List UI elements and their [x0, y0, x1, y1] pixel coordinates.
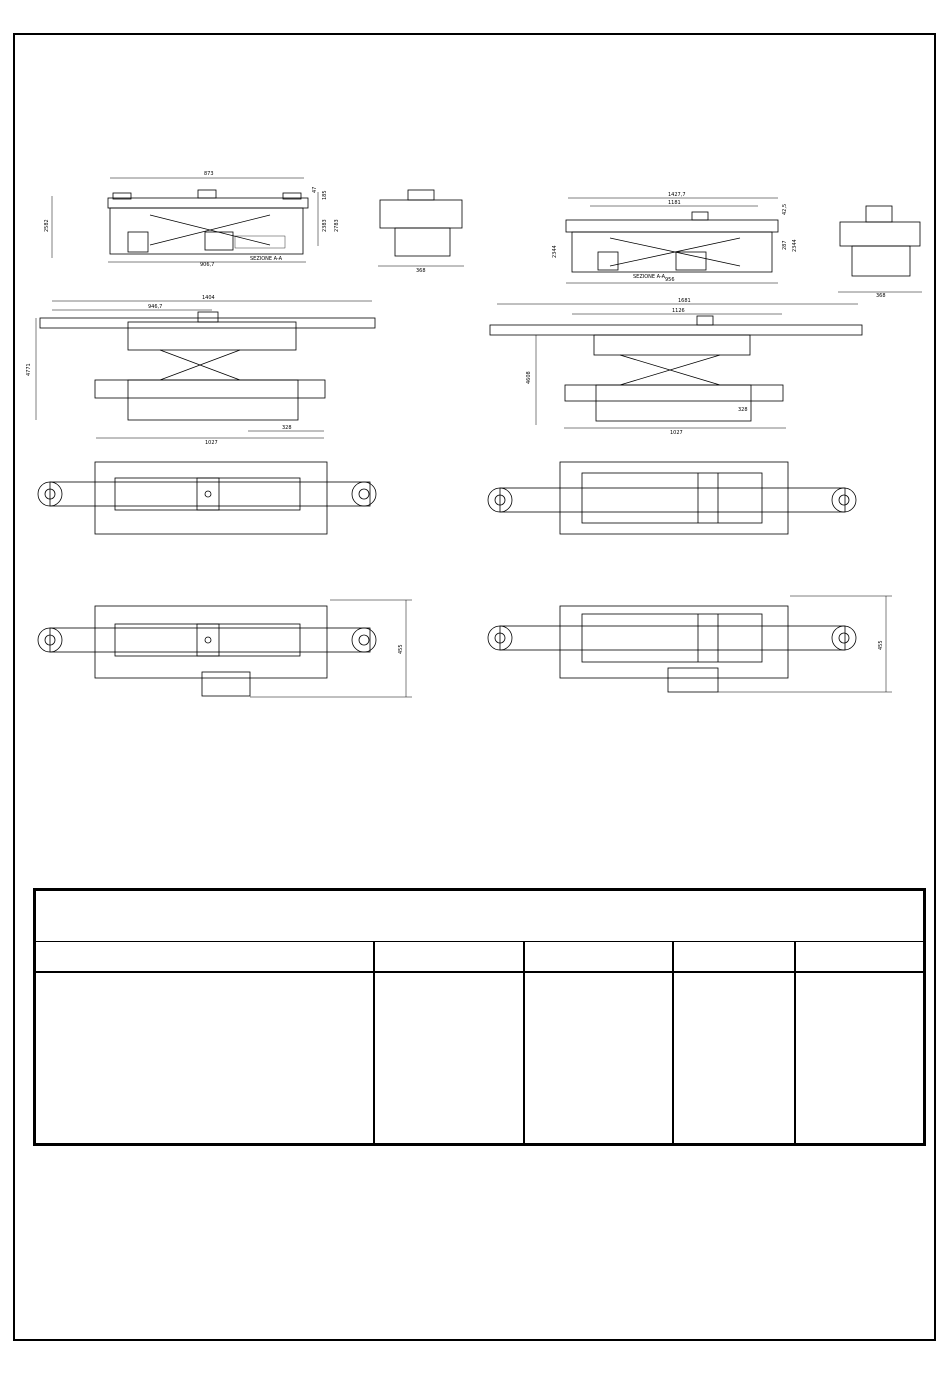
- plan-view-a1: [38, 462, 376, 534]
- ext-a-arm-label: 946,7: [148, 304, 163, 310]
- plan-view-b2: [488, 596, 892, 692]
- column-divider-1: [373, 942, 375, 1146]
- plan-a2-depth-label: 455: [398, 644, 404, 654]
- end-a-width-label: 368: [416, 268, 426, 274]
- end-view-a: [378, 190, 464, 274]
- table-header-row: [36, 942, 923, 973]
- extended-view-b: [490, 298, 862, 436]
- side-a-dim-2: 185: [322, 190, 328, 200]
- ext-a-overall-label: 1404: [202, 295, 215, 301]
- side-b-dim-2: 287: [782, 240, 788, 250]
- side-b-dim-1: 42,5: [782, 203, 788, 215]
- side-b-section-label: SEZIONE A-A: [633, 274, 666, 280]
- column-divider-4: [794, 942, 796, 1146]
- side-view-b: [552, 192, 798, 283]
- side-a-height-label: 2582: [44, 219, 50, 232]
- column-divider-2: [523, 942, 525, 1146]
- side-a-dim-3: 2383: [322, 219, 328, 232]
- ext-a-base-label: 1027: [205, 440, 218, 446]
- side-a-dim-1: 47: [312, 186, 318, 193]
- ext-a-height-label: 4771: [26, 363, 32, 376]
- side-a-width-label: 873: [204, 171, 214, 177]
- side-b-dim-3: 2344: [792, 239, 798, 252]
- end-view-b: [838, 206, 922, 299]
- side-view-a: [44, 171, 340, 268]
- ext-b-overall-label: 1681: [678, 298, 691, 304]
- plan-view-b1: [488, 462, 856, 534]
- ext-b-offset-label: 328: [738, 407, 748, 413]
- ext-b-arm-label: 1126: [672, 308, 685, 314]
- extended-view-a: [26, 295, 375, 446]
- side-a-dim-4: 2783: [334, 219, 340, 232]
- ext-a-offset-label: 328: [282, 425, 292, 431]
- side-b-width-label: 1427,7: [668, 192, 686, 198]
- specification-table: [33, 888, 926, 1146]
- side-a-section-label: SEZIONE A-A: [250, 256, 283, 262]
- side-b-base-label: 956: [665, 277, 675, 283]
- ext-b-height-label: 4608: [526, 371, 532, 384]
- side-b-left-dim: 2344: [552, 245, 558, 258]
- column-divider-3: [672, 942, 674, 1146]
- plan-b2-depth-label: 455: [878, 640, 884, 650]
- plan-view-a2: [38, 600, 412, 697]
- end-b-width-label: 368: [876, 293, 886, 299]
- side-b-inner-label: 1181: [668, 200, 681, 206]
- ext-b-base-label: 1027: [670, 430, 683, 436]
- side-a-base-label: 906,7: [200, 262, 215, 268]
- table-title-row: [36, 891, 923, 942]
